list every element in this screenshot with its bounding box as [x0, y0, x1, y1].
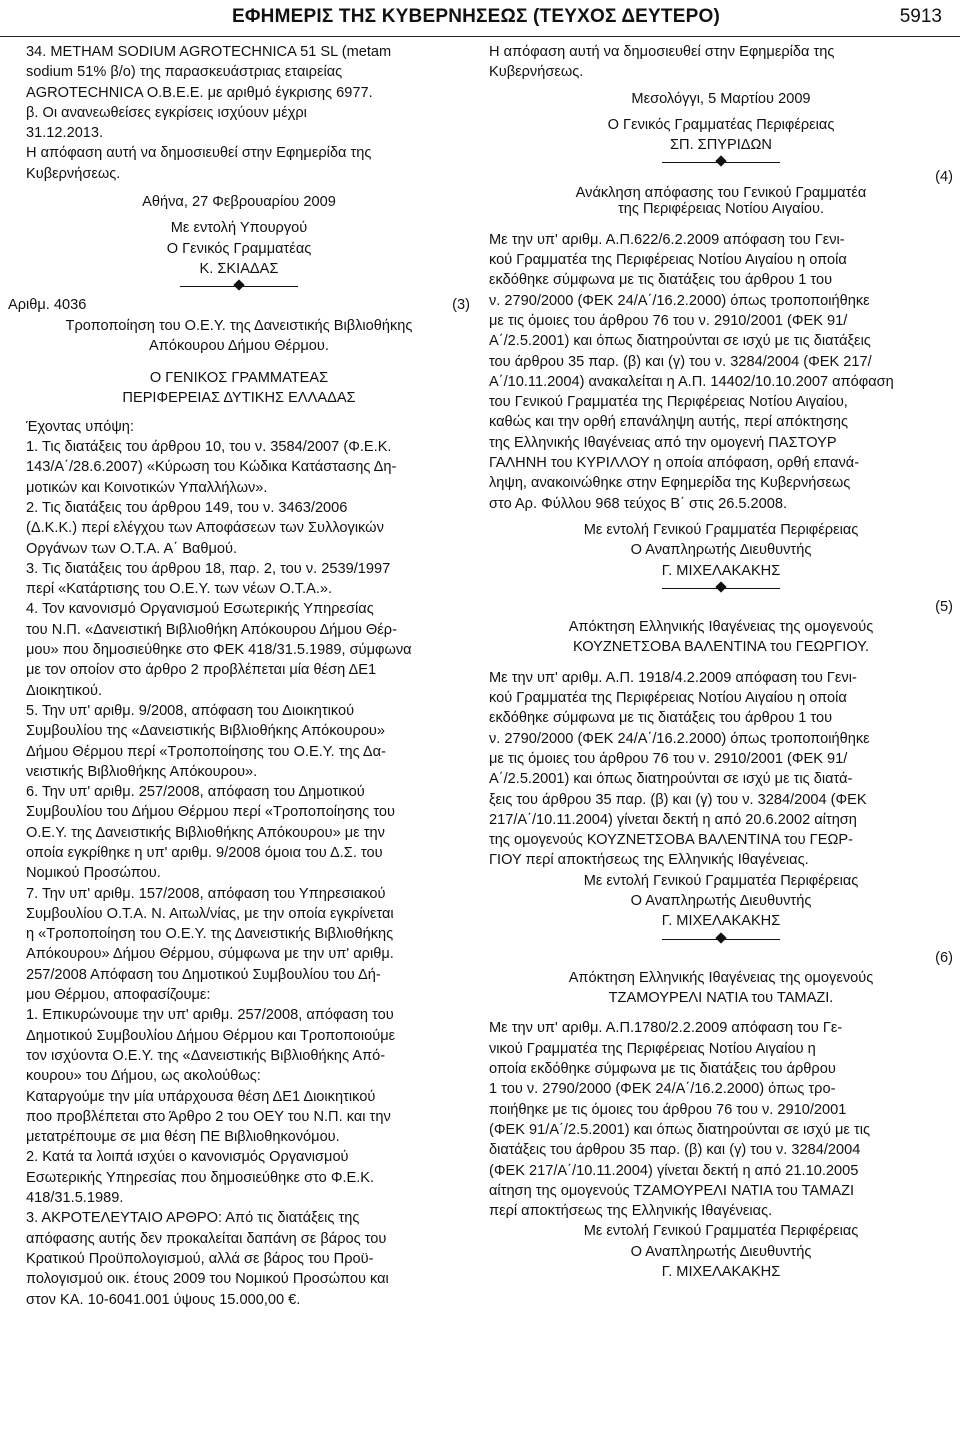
text-line: ΓΙΟΥ περί αποκτήσεως της Ελληνικής Ιθαγένειας.: [489, 852, 809, 869]
text-line: καθώς και την ορθή επανάληψη αυτής, περί απόκτησης: [489, 414, 849, 431]
decision-title: ΚΟΥΖΝΕΤΣΟΒΑ ΒΑΛΕΝΤΙΝΑ του ΓΕΩΡΓΙΟΥ.: [572, 639, 870, 656]
text-line: νειστικής Βιβλιοθήκης Απόκουρου».: [26, 763, 258, 780]
decision-title: Απόκουρου Δήμου Θέρμου.: [149, 337, 329, 354]
text-line: Α΄/2.5.2001) και όπως διατηρούνται σε ισχύ με τις διατά-: [489, 771, 853, 788]
publish-paragraph: [489, 42, 953, 83]
signer-line: Ο Γενικός Γραμματέας Περιφέρειας: [607, 116, 835, 133]
text-line: Δήμου Θέρμου περί «Τροποποίησης του Ο.Ε.Υ. της Δα-: [26, 743, 386, 760]
text-line: (ΦΕΚ 217/Α΄/10.11.2004) γίνεται δεκτή η από 21.10.2005: [489, 1162, 859, 1179]
section-separator: [662, 156, 780, 170]
text-line: Δημοτικού Συμβουλίου Δήμου Θέρμου και Τροποποιούμε: [26, 1027, 396, 1044]
text-line: (ΦΕΚ 91/Α΄/2.5.2001) και όπως διατηρούνται σε ισχύ με τις: [489, 1121, 870, 1138]
text-line: 31.12.2013.: [26, 125, 104, 142]
text-line: (Δ.Κ.Κ.) περί ελέγχου των Αποφάσεων των Συλλογικών: [26, 520, 384, 537]
text-line: 2. Κατά τα λοιπά ισχύει ο κανονισμός Οργανισμού: [26, 1149, 349, 1166]
place-date: Μεσολόγγι, 5 Μαρτίου 2009: [631, 90, 811, 107]
text-line: ν. 2790/2000 (ΦΕΚ 24/Α΄/16.2.2000) όπως τροποποιήθηκε: [489, 292, 870, 309]
text-line: Ο.Ε.Υ. της Δανειστικής Βιβλιοθήκης Απόκουρου» με την: [26, 824, 385, 841]
text-line: Με την υπ' αριθμ. Α.Π.622/6.2.2009 απόφαση του Γενι-: [489, 231, 845, 248]
page-header: [0, 0, 960, 40]
decision-title: Ανάκληση απόφασης του Γενικού Γραμματέα: [575, 185, 867, 202]
text-line: Η απόφαση αυτή να δημοσιευθεί στην Εφημερίδα της: [489, 44, 835, 60]
text-line: 418/31.5.1989.: [26, 1190, 124, 1207]
section-separator: [662, 933, 780, 947]
considering-label: Έχοντας υπόψη:: [26, 418, 134, 435]
text-line: νικού Γραμματέα της Περιφέρειας Νοτίου Αιγαίου η: [489, 1040, 816, 1057]
decision-number: Αριθμ. 4036: [8, 297, 87, 314]
item-beta: [8, 103, 470, 144]
decision-5-body: [489, 668, 953, 871]
header-rule: [0, 36, 960, 37]
text-line: εκδόθηκε σύμφωνα με τις διατάξεις του άρθρου 1 του: [489, 272, 833, 289]
text-line: 3. ΑΚΡΟΤΕΛΕΥΤΑΙΟ ΑΡΘΡΟ: Από τις διατάξεις της: [26, 1210, 360, 1227]
text-line: στον ΚΑ. 10-6041.001 ύψους 15.000,00 €.: [26, 1291, 301, 1308]
right-column: [489, 42, 953, 1282]
text-line: με τις όμοιες του άρθρου 76 του ν. 2910/2001 (ΦΕΚ 91/: [489, 312, 848, 329]
text-line: Συμβουλίου του Δήμου Θέρμου περί «Τροποποίησης του: [26, 804, 396, 821]
text-line: περί «Κατάρτισης του Ο.Ε.Υ. των νέων Ο.Τ.Α.».: [26, 581, 333, 598]
decision-index: (5): [935, 598, 953, 615]
text-line: μοτικών και Κοινοτικών Υπαλλήλων».: [26, 479, 268, 496]
section-separator: [662, 582, 780, 596]
publish-paragraph: [8, 143, 470, 184]
authority-title: Ο ΓΕΝΙΚΟΣ ΓΡΑΜΜΑΤΕΑΣ: [149, 370, 329, 387]
text-line: ληψη, ανακοινώθηκε στην Εφημερίδα της Κυβερνήσεως: [489, 475, 851, 492]
text-line: 3. Τις διατάξεις του άρθρου 18, παρ. 2, του ν. 2539/1997: [26, 560, 391, 577]
text-line: μετατρέπουμε σε μια θέση ΠΕ Βιβλιοθηκονόμου.: [26, 1129, 340, 1146]
signer-name: Κ. ΣΚΙΑΔΑΣ: [199, 260, 279, 277]
text-line: ποιήθηκε με τις όμοιες του άρθρου 76 του ν. 2910/2001: [489, 1101, 847, 1118]
decision-title: Τροποποίηση του Ο.Ε.Υ. της Δανειστικής Βιβλιοθήκης: [65, 317, 413, 334]
text-line: απόφασης αυτής δεν προκαλείται δαπάνη σε βάρος του: [26, 1230, 387, 1247]
text-line: η «Τροποποίηση του Ο.Ε.Υ. της Δανειστικής Βιβλιοθήκης: [26, 926, 394, 943]
signer-name: Γ. ΜΙΧΕΛΑΚΑΚΗΣ: [661, 913, 781, 930]
text-line: διατάξεις του άρθρου 35 παρ. (β) και (γ) του ν. 3284/2004: [489, 1142, 861, 1159]
signer-line: Ο Αναπληρωτής Διευθυντής: [630, 542, 812, 559]
text-line: κού Γραμματέα της Περιφέρειας Νοτίου Αιγαίου η οποία: [489, 252, 847, 269]
authority-title: ΠΕΡΙΦΕΡΕΙΑΣ ΔΥΤΙΚΗΣ ΕΛΛΑΔΑΣ: [122, 390, 356, 407]
signer-line: Με εντολή Υπουργού: [170, 220, 308, 237]
decision-4-heading: [489, 171, 953, 211]
signer-name: ΣΠ. ΣΠΥΡΙΔΩΝ: [670, 137, 772, 154]
text-line: 2. Τις διατάξεις του άρθρου 149, του ν. 3463/2006: [26, 499, 348, 516]
text-line: Απόκουρου» Δήμου Θέρμου, σύμφωνα με την υπ' αριθμ.: [26, 946, 394, 963]
text-line: Κυβερνήσεως.: [26, 165, 121, 182]
text-line: κουρου» του Δήμου, ως ακολούθως:: [26, 1068, 261, 1085]
signer-line: Με εντολή Γενικού Γραμματέα Περιφέρειας: [583, 1223, 859, 1240]
gazette-title: ΕΦΗΜΕΡΙΣ ΤΗΣ ΚΥΒΕΡΝΗΣΕΩΣ (ΤΕΥΧΟΣ ΔΕΥΤΕΡΟ): [232, 6, 720, 27]
section-separator: [180, 280, 298, 294]
signer-name: Γ. ΜΙΧΕΛΑΚΑΚΗΣ: [661, 1264, 781, 1281]
decision-title: Απόκτηση Ελληνικής Ιθαγένειας της ομογενούς: [568, 969, 874, 986]
place-date: Αθήνα, 27 Φεβρουαρίου 2009: [142, 194, 336, 211]
text-line: ξεις του άρθρου 35 παρ. (β) και (γ) του ν. 3284/2004 (ΦΕΚ: [489, 791, 867, 808]
left-column: [8, 42, 470, 1310]
text-line: με τον οποίον στο άρθρο 2 προβλέπεται μία θέση ΔΕ1: [26, 662, 377, 679]
text-line: στο Αρ. Φύλλου 968 τεύχος Β΄ στις 26.5.2008.: [489, 495, 788, 512]
text-line: Συμβουλίου Ο.Τ.Α. Ν. Αιτωλ/νίας, με την οποία εγκρίνεται: [26, 905, 394, 922]
decision-title: ΤΖΑΜΟΥΡΕΛΙ ΝΑΤΙΑ του ΤΑΜΑΖΙ.: [608, 990, 834, 1007]
decision-6-body: [489, 1018, 953, 1221]
text-line: ΓΑΛΗΝΗ του ΚΥΡΙΛΛΟΥ η οποία απόφαση, ορθή επανά-: [489, 455, 860, 472]
decision-index: (3): [452, 297, 470, 314]
text-line: 1. Επικυρώνουμε την υπ' αριθμ. 257/2008, απόφαση του: [26, 1007, 394, 1024]
text-line: κού Γραμματέα της Περιφέρειας Νοτίου Αιγαίου η οποία: [489, 690, 847, 707]
text-line: Εσωτερικής Υπηρεσίας που δημοσιεύθηκε στο Φ.Ε.Κ.: [26, 1169, 375, 1186]
item-34: [8, 42, 470, 103]
decision-4-body: [489, 230, 953, 514]
text-line: Α΄/2.5.2001) και όπως διατηρούνται σε ισχύ με τις διατάξεις: [489, 333, 871, 350]
text-line: αίτηση της ομογενούς ΤΖΑΜΟΥΡΕΛΙ ΝΑΤΙΑ του ΤΑΜΑΖΙ: [489, 1182, 855, 1199]
text-line: μου» που δημοσιεύθηκε στο ΦΕΚ 418/31.5.1989, σύμφωνα: [26, 642, 412, 659]
signer-line: Ο Αναπληρωτής Διευθυντής: [630, 1243, 812, 1260]
text-line: sodium 51% β/ο) της παρασκευάστριας εταιρείας: [26, 64, 343, 81]
text-line: του Ν.Π. «Δανειστική Βιβλιοθήκη Απόκουρου Δήμου Θέρ-: [26, 621, 397, 638]
text-line: Κυβερνήσεως.: [489, 64, 584, 81]
text-line: 7. Την υπ' αριθμ. 157/2008, απόφαση του Υπηρεσιακού: [26, 885, 386, 902]
decision-body: [8, 437, 470, 1310]
text-line: AGROTECHNICA Ο.Β.Ε.Ε. με αριθμό έγκρισης 6977.: [26, 84, 373, 101]
text-line: Με την υπ' αριθμ. Α.Π. 1918/4.2.2009 απόφαση του Γενι-: [489, 669, 857, 686]
text-line: Οργάνων των Ο.Τ.Α. Α΄ Βαθμού.: [26, 540, 238, 557]
text-line: Με την υπ' αριθμ. Α.Π.1780/2.2.2009 απόφαση του Γε-: [489, 1020, 843, 1037]
text-line: πολογισμού οικ. έτους 2009 του Νομικού Προσώπου και: [26, 1271, 389, 1288]
text-line: 1. Τις διατάξεις του άρθρου 10, του ν. 3584/2007 (Φ.Ε.Κ.: [26, 439, 392, 456]
text-line: 5. Την υπ' αριθμ. 9/2008, απόφαση του Διοικητικού: [26, 702, 355, 719]
text-line: περί αποκτήσεως της Ελληνικής Ιθαγένειας.: [489, 1203, 773, 1220]
text-line: 257/2008 Απόφαση του Δημοτικού Συμβουλίου του Δή-: [26, 966, 381, 983]
text-line: Καταργούμε την μία υπάρχουσα θέση ΔΕ1 Διοικητικού: [26, 1088, 376, 1105]
text-line: τον ισχύοντα Ο.Ε.Υ. της «Δανειστικής Βιβλιοθήκης Από-: [26, 1047, 386, 1064]
text-line: 217/Α΄/10.11.2004) γίνεται δεκτή η από 20.6.2002 αίτηση: [489, 811, 857, 828]
signer-line: Με εντολή Γενικού Γραμματέα Περιφέρειας: [583, 872, 859, 889]
text-line: της ομογενούς ΚΟΥΖΝΕΤΣΟΒΑ ΒΑΛΕΝΤΙΝΑ του ΓΕΩΡ-: [489, 832, 853, 849]
text-line: του Γενικού Γραμματέα της Περιφέρειας Νοτίου Αιγαίου,: [489, 394, 848, 411]
signer-line: Με εντολή Γενικού Γραμματέα Περιφέρειας: [583, 521, 859, 538]
text-line: 6. Την υπ' αριθμ. 257/2008, απόφαση του Δημοτικού: [26, 784, 365, 801]
text-line: 1 του ν. 2790/2000 (ΦΕΚ 24/Α΄/16.2.2000) όπως τρο-: [489, 1081, 836, 1098]
text-line: 34. ΜΕΤΗΑΜ SODIUM AGROTECHNICA 51 SL (metam: [26, 44, 392, 60]
signer-name: Γ. ΜΙΧΕΛΑΚΑΚΗΣ: [661, 562, 781, 579]
text-line: Κρατικού Προϋπολογισμού, αλλά σε βάρος του Προϋ-: [26, 1250, 374, 1267]
decision-title: της Περιφέρειας Νοτίου Αιγαίου.: [617, 201, 824, 218]
decision-title: Απόκτηση Ελληνικής Ιθαγένειας της ομογενούς: [568, 619, 874, 636]
text-line: Α΄/10.11.2004) ανακαλείται η Α.Π. 14402/10.10.2007 απόφαση: [489, 373, 894, 390]
text-line: μου Θέρμου, αποφασίζουμε:: [26, 987, 211, 1004]
text-line: ποο προβλέπεται στο Άρθρο 2 του ΟΕΥ του Ν.Π. και την: [26, 1108, 391, 1125]
signer-line: Ο Γενικός Γραμματέας: [166, 240, 312, 257]
decision-index: (6): [935, 949, 953, 966]
text-line: 143/Α΄/28.6.2007) «Κύρωση του Κώδικα Κατάστασης Δη-: [26, 459, 397, 476]
text-line: Διοικητικού.: [26, 682, 103, 699]
text-line: του άρθρου 35 παρ. (β) και (γ) του ν. 3284/2004 (ΦΕΚ 217/: [489, 353, 872, 370]
text-line: Συμβουλίου της «Δανειστικής Βιβλιοθήκης Απόκουρου»: [26, 723, 386, 740]
text-line: οποία εγκρίθηκε η υπ' αριθμ. 9/2008 όμοια του Δ.Σ. του: [26, 844, 383, 861]
page-number: 5913: [899, 6, 942, 27]
text-line: οποία εκδόθηκε σύμφωνα με τις διατάξεις του άρθρου: [489, 1061, 836, 1078]
text-line: ν. 2790/2000 (ΦΕΚ 24/Α΄/16.2.2000) όπως τροποποιήθηκε: [489, 730, 870, 747]
decision-header: [8, 295, 470, 315]
text-line: εκδόθηκε σύμφωνα με τις διατάξεις του άρθρου 1 του: [489, 710, 833, 727]
text-line: με τις όμοιες του άρθρου 76 του ν. 2910/2001 (ΦΕΚ 91/: [489, 750, 848, 767]
text-line: της Ελληνικής Ιθαγένειας από την ομογενή ΠΑΣΤΟΥΡ: [489, 434, 837, 451]
text-line: β. Οι ανανεωθείσες εγκρίσεις ισχύουν μέχρι: [26, 104, 307, 121]
signer-line: Ο Αναπληρωτής Διευθυντής: [630, 892, 812, 909]
text-line: 4. Τον κανονισμό Οργανισμού Εσωτερικής Υπηρεσίας: [26, 601, 374, 618]
text-line: Η απόφαση αυτή να δημοσιευθεί στην Εφημερίδα της: [26, 145, 372, 162]
decision-index: (4): [935, 169, 953, 186]
text-line: Νομικού Προσώπου.: [26, 865, 161, 882]
